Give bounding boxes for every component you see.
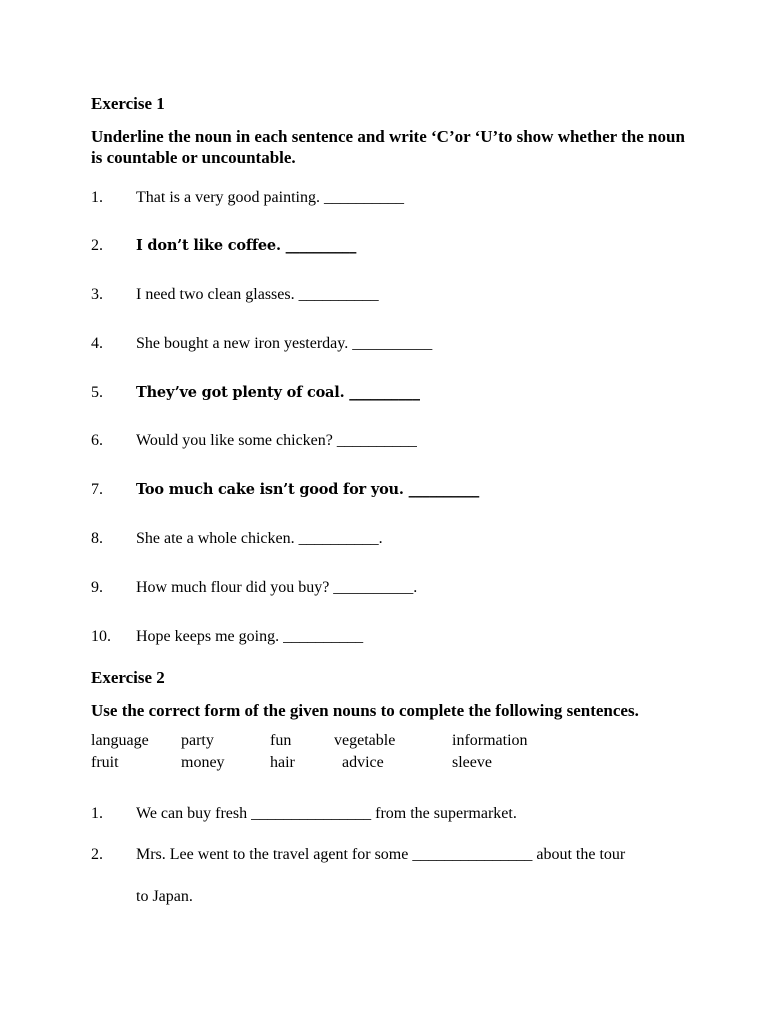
word-bank-item: party: [181, 732, 214, 749]
item-sentence: Would you like some chicken? __________: [136, 432, 417, 449]
exercise-2-title: Exercise 2: [91, 668, 165, 687]
word-bank-item: money: [181, 754, 225, 771]
word-bank-item: advice: [342, 754, 384, 771]
item-number: 4.: [91, 335, 103, 352]
item-number: 5.: [91, 384, 103, 401]
word-bank-item: hair: [270, 754, 295, 771]
word-bank-item: vegetable: [334, 732, 396, 749]
item-sentence: She bought a new iron yesterday. __________: [136, 335, 433, 352]
item-number: 1.: [91, 189, 103, 206]
word-bank-item: language: [91, 732, 149, 749]
exercise-2-instruction: Use the correct form of the given nouns to complete the following sentences.: [91, 701, 639, 720]
item-sentence: That is a very good painting. __________: [136, 189, 404, 206]
item-sentence: I need two clean glasses. __________: [136, 286, 379, 303]
item-number: 3.: [91, 286, 103, 303]
item-number: 8.: [91, 530, 103, 547]
word-bank-item: fruit: [91, 754, 119, 771]
word-bank-item: fun: [270, 732, 292, 749]
word-bank-item: sleeve: [452, 754, 492, 771]
item-number: 2.: [91, 237, 103, 254]
item-sentence: I don’t like coffee. __________: [136, 237, 357, 254]
item-number: 6.: [91, 432, 103, 449]
item-sentence: Mrs. Lee went to the travel agent for some _______________ about the tour: [136, 846, 626, 863]
item-sentence-continuation: to Japan.: [136, 888, 193, 905]
item-number: 7.: [91, 481, 103, 498]
item-sentence: Hope keeps me going. __________: [136, 628, 364, 645]
item-sentence: Too much cake isn’t good for you. __________: [136, 481, 480, 498]
item-number: 9.: [91, 579, 103, 596]
item-number: 1.: [91, 805, 103, 822]
exercise-1-instruction: Underline the noun in each sentence and write ‘C’or ‘U’to show whether the noun is countable or uncountable.: [91, 127, 685, 167]
item-sentence: We can buy fresh _______________ from the supermarket.: [136, 805, 517, 822]
item-sentence: How much flour did you buy? __________.: [136, 579, 418, 596]
item-sentence: She ate a whole chicken. __________.: [136, 530, 383, 547]
exercise-1-title: Exercise 1: [91, 94, 165, 113]
item-sentence: They’ve got plenty of coal. __________: [136, 384, 420, 401]
item-number: 2.: [91, 846, 103, 863]
item-number: 10.: [91, 628, 111, 645]
word-bank-item: information: [452, 732, 528, 749]
